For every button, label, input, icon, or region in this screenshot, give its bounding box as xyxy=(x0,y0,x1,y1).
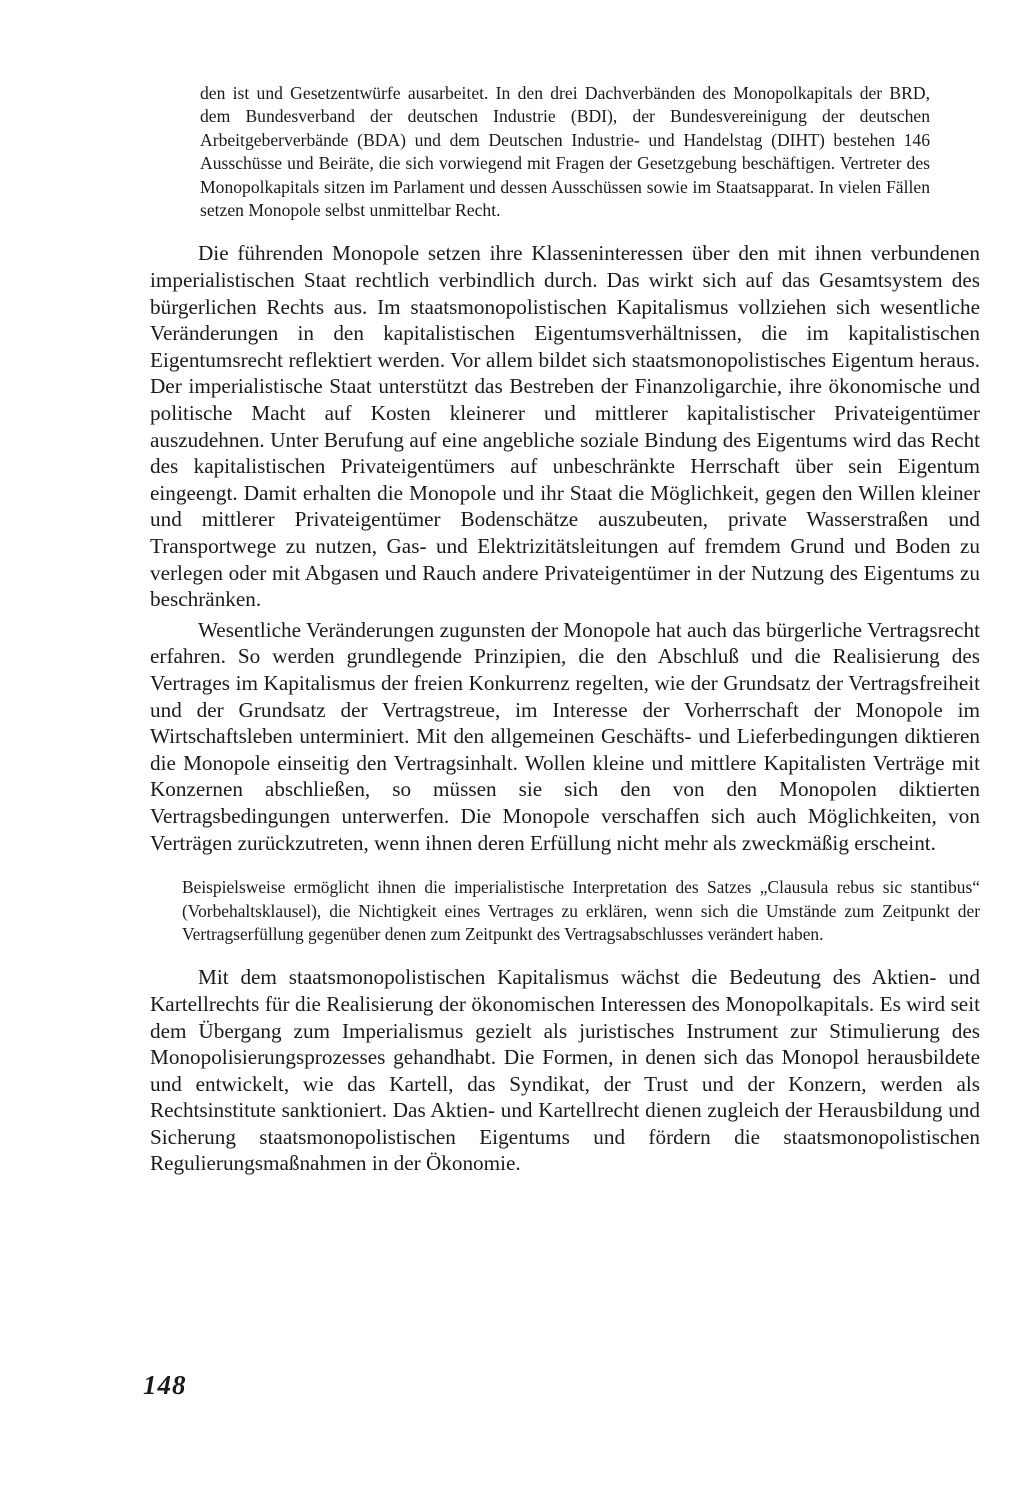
page-number: 148 xyxy=(143,1370,187,1400)
paragraph-cartel-law: Mit dem staatsmonopolistischen Kapitalismus wächst die Bedeutung des Aktien- und Kartellrechts für die Realisierung der ökonomischen Interessen des Monopolkapitals. Es wird seit dem Übergang zum Imperialismus gezielt als juristisches Instrument zur Stimulierung des Monopolisierungsprozesses gehandhabt. Die Formen, in denen sich das Monopol herausbildete und entwickelt, wie das Kartell, das Syndikat, der Trust und der Konzern, werden als Rechtsinstitute sanktioniert. Das Aktien- und Kartellrecht dienen zugleich der Herausbildung und Sicherung staatsmonopolistischen Eigentums und fördern die staatsmonopolistischen Regulierungsmaßnahmen in der Ökonomie. xyxy=(150,965,980,1176)
top-note: den ist und Gesetzentwürfe ausarbeitet. In den drei Dachverbänden des Monopolkapitals der BRD, dem Bundesverband der deutschen Industrie (BDI), der Bundesvereinigung der deutschen Arbeitgeberverbände (BDA) und dem Deutschen Industrie- und Handelstag (DIHT) bestehen 146 Ausschüsse und Beiräte, die sich vorwiegend mit Fragen der Gesetzgebung beschäftigen. Vertreter des Monopolkapitals sitzen im Parlament und dessen Ausschüssen sowie im Staatsapparat. In vielen Fällen setzen Monopole selbst unmittelbar Recht. xyxy=(200,83,930,221)
paragraph-contract-law: Wesentliche Veränderungen zugunsten der Monopole hat auch das bürgerliche Vertragsrecht erfahren. So werden grundlegende Prinzipien, die den Abschluß und die Realisierung des Vertrages im Kapitalismus der freien Konkurrenz regelten, wie der Grundsatz der Vertragsfreiheit und der Grundsatz der Vertragstreue, im Interesse der Vorherrschaft der Monopole im Wirtschaftsleben unterminiert. Mit den allgemeinen Geschäfts- und Lieferbedingungen diktieren die Monopole einseitig den Vertragsinhalt. Wollen kleine und mittlere Kapitalisten Verträge mit Konzernen abschließen, so müssen sie sich den von den Monopolen diktierten Vertragsbedingungen unterwerfen. Die Monopole verschaffen sich auch Möglichkeiten, von Verträgen zurückzutreten, wenn ihnen deren Erfüllung nicht mehr als zweckmäßig erscheint. xyxy=(150,617,980,855)
example-note: Beispielsweise ermöglicht ihnen die imperialistische Interpretation des Satzes „Clausula rebus sic stantibus“ (Vorbehaltsklausel), die Nichtigkeit eines Vertrages zu erklären, wenn sich die Umstände zum Zeitpunkt der Vertragserfüllung gegenüber denen zum Zeitpunkt des Vertragsabschlusses verändert haben. xyxy=(182,877,980,944)
paragraph-property-law: Die führenden Monopole setzen ihre Klasseninteressen über den mit ihnen verbundenen imperialistischen Staat rechtlich verbindlich durch. Das wirkt sich auf das Gesamtsystem des bürgerlichen Rechts aus. Im staatsmonopolistischen Kapitalismus vollziehen sich wesentliche Veränderungen in den kapitalistischen Eigentumsverhältnissen, die im kapitalistischen Eigentumsrecht reflektiert werden. Vor allem bildet sich staatsmonopolistisches Eigentum heraus. Der imperialistische Staat unterstützt das Bestreben der Finanzoligarchie, ihre ökonomische und politische Macht auf Kosten kleinerer und mittlerer kapitalistischer Privateigentümer auszudehnen. Unter Berufung auf eine angebliche soziale Bindung des Eigentums wird das Recht des kapitalistischen Privateigentümers auf unbeschränkte Herrschaft über sein Eigentum eingeengt. Damit erhalten die Monopole und ihr Staat die Möglichkeit, gegen den Willen kleiner und mittlerer Privateigentümer Bodenschätze auszubeuten, private Wasserstraßen und Transportwege zu nutzen, Gas- und Elektrizitätsleitungen auf fremdem Grund und Boden zu verlegen oder mit Abgasen und Rauch andere Privateigentümer in der Nutzung des Eigentums zu beschränken. xyxy=(150,241,980,612)
page-content xyxy=(150,82,980,1177)
